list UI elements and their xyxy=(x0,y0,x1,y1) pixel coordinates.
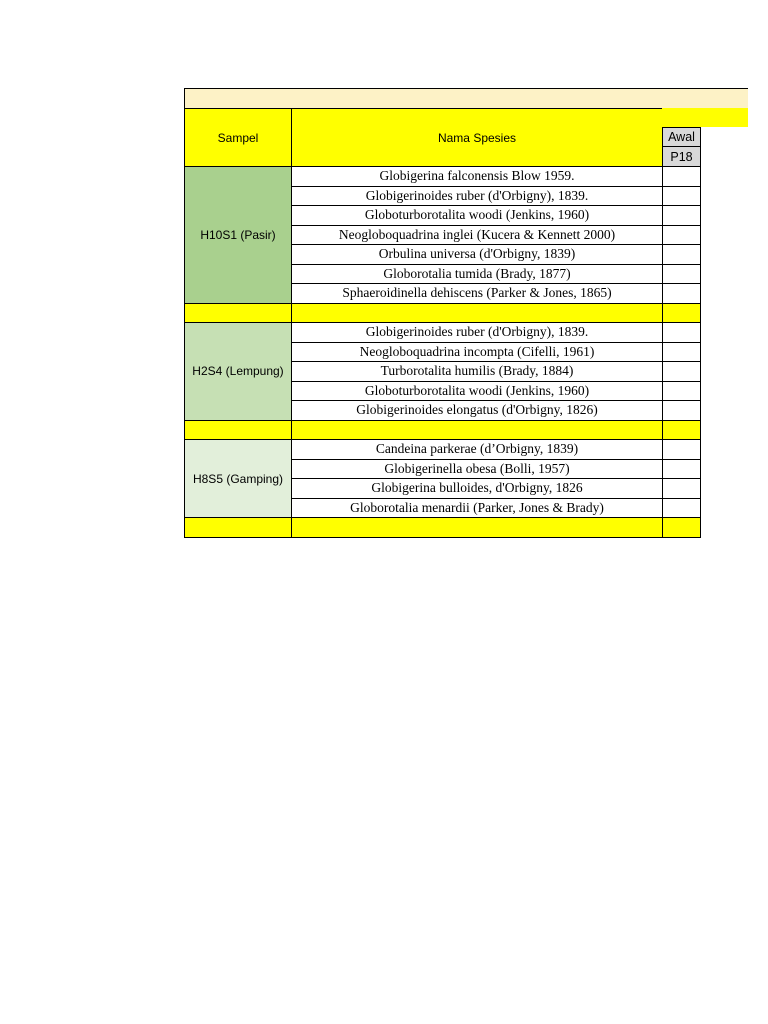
species-name: Neogloboquadrina incompta (Cifelli, 1961) xyxy=(291,342,663,363)
species-name: Sphaeroidinella dehiscens (Parker & Jones, 1865) xyxy=(291,283,663,304)
species-name: Globorotalia menardii (Parker, Jones & Brady) xyxy=(291,498,663,519)
sample-cell: H8S5 (Gamping) xyxy=(184,439,292,518)
species-name: Globigerina bulloides, d'Orbigny, 1826 xyxy=(291,478,663,499)
p18-value-cell xyxy=(662,498,701,519)
species-name: Globigerinoides ruber (d'Orbigny), 1839. xyxy=(291,186,663,207)
p18-value-cell xyxy=(662,459,701,480)
species-name: Globoturborotalita woodi (Jenkins, 1960) xyxy=(291,381,663,402)
p18-value-cell xyxy=(662,205,701,226)
separator-cell xyxy=(291,303,663,324)
sample-header: Sampel xyxy=(184,108,292,167)
separator-cell xyxy=(184,420,292,441)
species-name: Globigerinoides elongatus (d'Orbigny, 1826) xyxy=(291,400,663,421)
p18-value-cell xyxy=(662,439,701,460)
p18-value-cell xyxy=(662,322,701,343)
species-name: Globigerinoides ruber (d'Orbigny), 1839. xyxy=(291,322,663,343)
p18-value-cell xyxy=(662,186,701,207)
p18-value-cell xyxy=(662,166,701,187)
separator-cell xyxy=(662,517,701,538)
separator-cell xyxy=(662,303,701,324)
p18-value-cell xyxy=(662,225,701,246)
p18-value-cell xyxy=(662,361,701,382)
separator-cell xyxy=(291,420,663,441)
separator-cell xyxy=(662,420,701,441)
species-name: Globigerinella obesa (Bolli, 1957) xyxy=(291,459,663,480)
p18-value-cell xyxy=(662,478,701,499)
p18-value-cell xyxy=(662,342,701,363)
header-band xyxy=(184,88,748,108)
p18-header: P18 xyxy=(662,146,701,167)
p18-value-cell xyxy=(662,283,701,304)
sample-cell: H10S1 (Pasir) xyxy=(184,166,292,304)
species-name: Turborotalita humilis (Brady, 1884) xyxy=(291,361,663,382)
species-name: Orbulina universa (d'Orbigny, 1839) xyxy=(291,244,663,265)
species-name: Neogloboquadrina inglei (Kucera & Kennett 2000) xyxy=(291,225,663,246)
species-name: Globigerina falconensis Blow 1959. xyxy=(291,166,663,187)
p18-value-cell xyxy=(662,381,701,402)
p18-value-cell xyxy=(662,244,701,265)
separator-cell xyxy=(291,517,663,538)
sample-cell: H2S4 (Lempung) xyxy=(184,322,292,421)
species-header: Nama Spesies xyxy=(291,108,663,167)
header-strip xyxy=(662,108,748,127)
species-name: Candeina parkerae (d’Orbigny, 1839) xyxy=(291,439,663,460)
p18-value-cell xyxy=(662,400,701,421)
separator-cell xyxy=(184,303,292,324)
separator-cell xyxy=(184,517,292,538)
species-name: Globoturborotalita woodi (Jenkins, 1960) xyxy=(291,205,663,226)
species-name: Globorotalia tumida (Brady, 1877) xyxy=(291,264,663,285)
awal-header: Awal xyxy=(662,127,701,147)
p18-value-cell xyxy=(662,264,701,285)
